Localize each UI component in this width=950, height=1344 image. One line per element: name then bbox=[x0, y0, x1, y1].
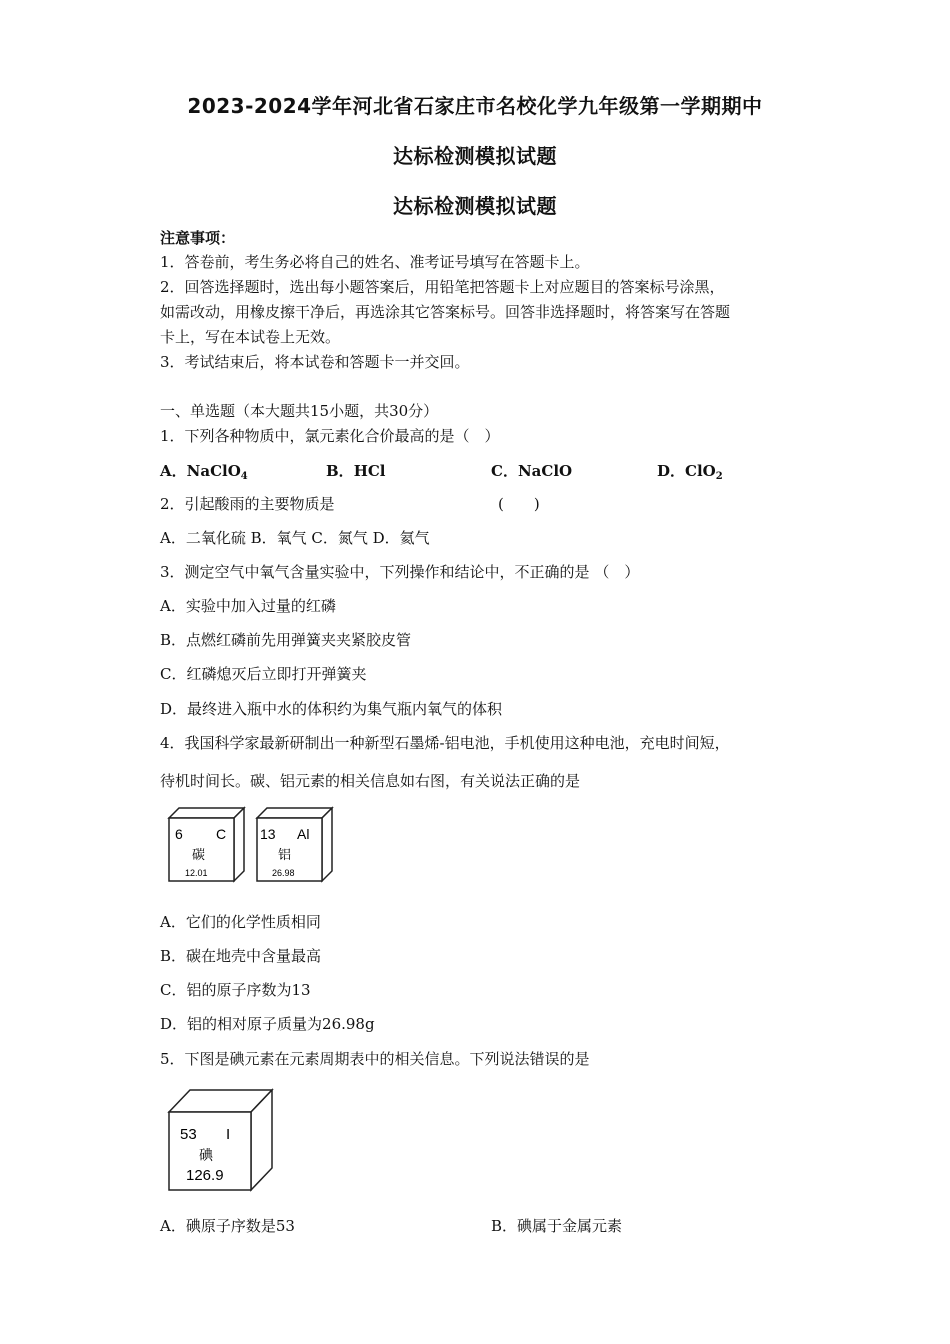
carbon-element-cell bbox=[166, 806, 246, 884]
question-4-stem-line-1: 4．我国科学家最新研制出一种新型石墨烯-铝电池，手机使用这种电池，充电时间短， bbox=[160, 734, 730, 752]
question-3-option-a: A．实验中加入过量的红磷 bbox=[160, 597, 336, 615]
page-title-line-2: 达标检测模拟试题 bbox=[393, 144, 557, 168]
section-heading: 一、单选题（本大题共15小题，共30分） bbox=[160, 402, 439, 420]
question-1-option-c: C．NaClO bbox=[491, 462, 573, 480]
question-1-option-a: A．NaClO$_4$ bbox=[160, 462, 248, 482]
question-5-option-a: A．碘原子序数是53 bbox=[160, 1217, 295, 1235]
question-1-option-d: D．ClO$_2$ bbox=[657, 462, 723, 482]
iodine-element-cell bbox=[166, 1088, 276, 1194]
notice-item-1: 1．答卷前，考生务必将自己的姓名、准考证号填写在答题卡上。 bbox=[160, 253, 590, 271]
question-3-stem: 3．测定空气中氧气含量实验中，下列操作和结论中，不正确的是 （ ） bbox=[160, 563, 640, 581]
iodine-symbol: I bbox=[226, 1126, 231, 1143]
question-5-option-b: B．碘属于金属元素 bbox=[491, 1217, 623, 1235]
page-title-line-1: 2023-2024学年河北省石家庄市名校化学九年级第一学期期中 bbox=[187, 94, 763, 118]
question-1-stem: 1．下列各种物质中，氯元素化合价最高的是（ ） bbox=[160, 427, 500, 445]
question-3-option-b: B．点燃红磷前先用弹簧夹夹紧胶皮管 bbox=[160, 631, 412, 649]
aluminum-symbol: Al bbox=[297, 826, 310, 842]
question-4-option-a: A．它们的化学性质相同 bbox=[160, 913, 321, 931]
notice-item-2-line-2: 如需改动，用橡皮擦干净后，再选涂其它答案标号。回答非选择题时，将答案写在答题 bbox=[160, 303, 731, 321]
question-4-stem-line-2: 待机时间长。碳、铝元素的相关信息如右图，有关说法正确的是 bbox=[160, 772, 581, 790]
question-4-option-c: C．铝的原子序数为13 bbox=[160, 981, 311, 999]
notice-item-2-line-1: 2．回答选择题时，选出每小题答案后，用铅笔把答题卡上对应题目的答案标号涂黑， bbox=[160, 278, 725, 296]
question-2-answer-paren: ( ) bbox=[498, 495, 540, 513]
carbon-symbol: C bbox=[216, 826, 227, 842]
question-2-stem: 2．引起酸雨的主要物质是 bbox=[160, 495, 335, 513]
aluminum-atomic-number: 13 bbox=[260, 826, 276, 842]
iodine-name: 碘 bbox=[199, 1147, 213, 1163]
iodine-atomic-mass: 126.9 bbox=[186, 1167, 224, 1184]
question-2-options: A．二氧化硫 B．氧气 C．氮气 D．氦气 bbox=[160, 529, 430, 547]
iodine-atomic-number: 53 bbox=[180, 1126, 197, 1143]
carbon-name: 碳 bbox=[192, 847, 206, 862]
notice-item-3: 3．考试结束后，将本试卷和答题卡一并交回。 bbox=[160, 353, 470, 371]
question-3-option-c: C．红磷熄灭后立即打开弹簧夹 bbox=[160, 665, 367, 683]
question-1-option-b: B．HCl bbox=[326, 462, 386, 480]
question-4-option-d: D．铝的相对原子质量为26.98g bbox=[160, 1015, 375, 1033]
notice-item-2-line-3: 卡上，写在本试卷上无效。 bbox=[160, 328, 341, 346]
carbon-atomic-mass: 12.01 bbox=[185, 868, 208, 878]
question-4-option-b: B．碳在地壳中含量最高 bbox=[160, 947, 322, 965]
carbon-atomic-number: 6 bbox=[175, 826, 183, 842]
question-3-option-d: D．最终进入瓶中水的体积约为集气瓶内氧气的体积 bbox=[160, 700, 503, 718]
page-title-line-3: 达标检测模拟试题 bbox=[393, 194, 557, 218]
aluminum-atomic-mass: 26.98 bbox=[272, 868, 295, 878]
aluminum-name: 铝 bbox=[278, 847, 292, 862]
notice-heading: 注意事项： bbox=[160, 229, 236, 247]
question-5-stem: 5．下图是碘元素在元素周期表中的相关信息。下列说法错误的是 bbox=[160, 1050, 590, 1068]
aluminum-element-cell bbox=[254, 806, 334, 884]
